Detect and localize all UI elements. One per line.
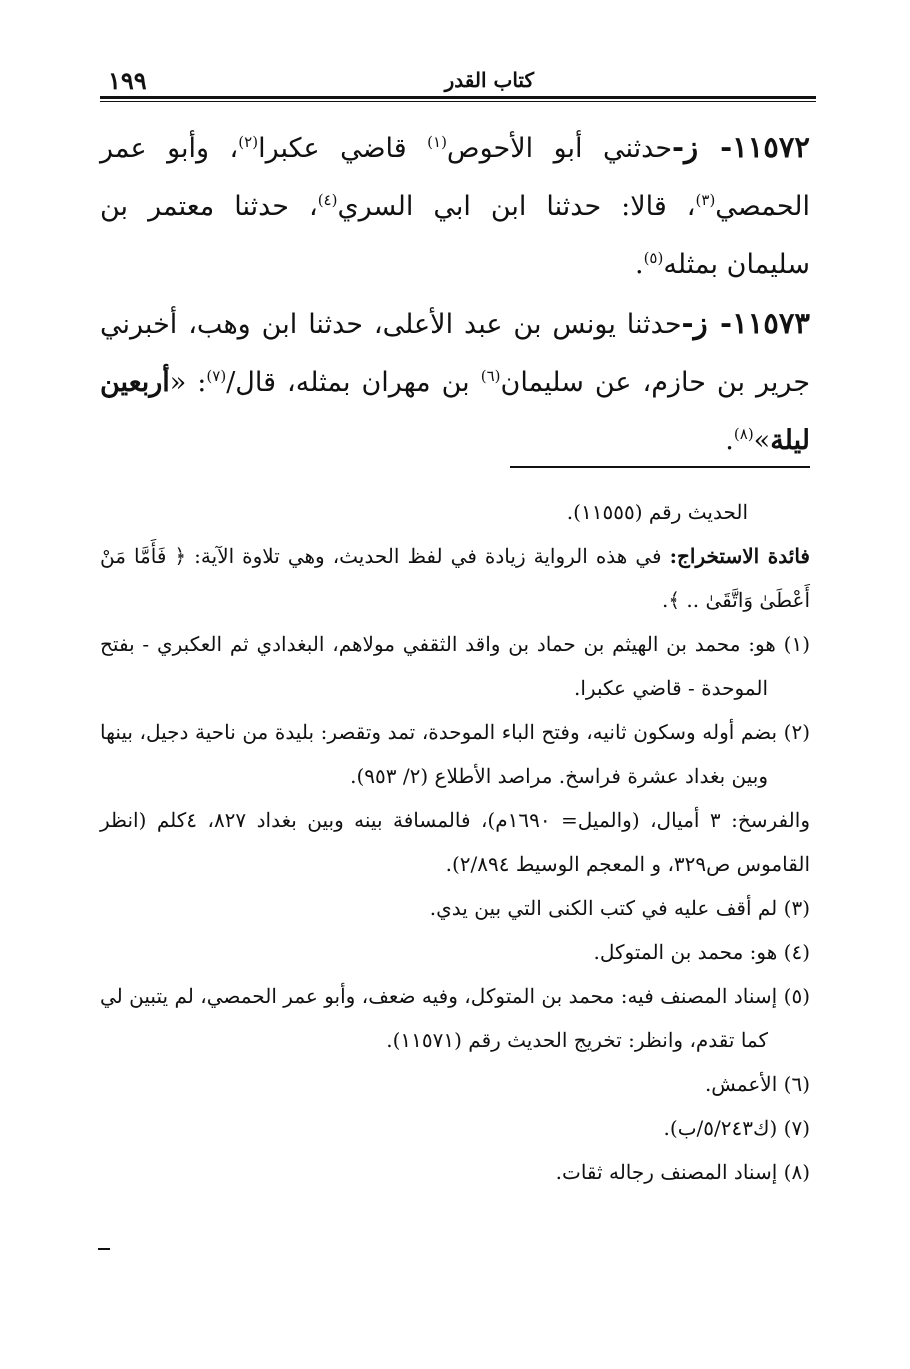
- running-header: [100, 64, 816, 98]
- hadith-prefix: - ز-: [681, 306, 733, 340]
- hadith-prefix: - ز-: [672, 130, 733, 164]
- hadith-text: .: [725, 425, 734, 456]
- footnotes: [100, 490, 810, 1194]
- book-title: كتاب القدر: [444, 68, 534, 92]
- header-rule: [100, 96, 816, 99]
- hadith-number: ١١٥٧٣: [732, 306, 810, 340]
- header-rule-thin: [100, 101, 816, 102]
- footnote-ref[interactable]: (٥): [643, 249, 664, 267]
- footnote-6: (٦) الأعمش.: [704, 1072, 810, 1096]
- hadith-text: »: [753, 425, 771, 456]
- hadith-text: بن مهران بمثله، قال/: [226, 367, 481, 398]
- footnote-2-continued: والفرسخ: ٣ أميال، (والميل= ١٦٩٠م)، فالمسافة بينه وبين بغداد ٨٢٧، ٤كلم (انظر القاموس ص٣٢٩، و المعجم الوسيط ٢/٨٩٤).: [100, 808, 810, 876]
- footnote-2: (٢) بضم أوله وسكون ثانيه، وفتح الباء الموحدة، تمد وتقصر: بليدة من ناحية دجيل، بينها وبين بغداد عشرة فراسخ. مراصد الأطلاع (٢/ ٩٥٣).: [100, 720, 810, 788]
- hadith-11572: [100, 118, 810, 294]
- hadith-text: قاضي عكبرا: [258, 133, 428, 164]
- hadith-text: ، وأبو عمر الحمصي: [100, 133, 810, 222]
- footnote-8: (٨) إسناد المصنف رجاله ثقات.: [555, 1160, 810, 1184]
- main-text: [100, 118, 810, 470]
- footnote-5: (٥) إسناد المصنف فيه: محمد بن المتوكل، وفيه ضعف، وأبو عمر الحمصي، لم يتبين لي كما تقدم، وانظر: تخريج الحديث رقم (١١٥٧١).: [100, 984, 810, 1052]
- footnote-1: (١) هو: محمد بن الهيثم بن حماد بن واقد الثقفي مولاهم، البغدادي ثم العكبري - بفتح الموحدة - قاضي عكبرا.: [100, 632, 811, 700]
- footnote-ref[interactable]: (٨): [733, 425, 754, 443]
- footnote-ref[interactable]: (٦): [480, 367, 501, 385]
- note-faida: [100, 534, 810, 622]
- hadith-text: ، قالا: حدثنا ابن ابي السري: [337, 191, 696, 222]
- footnote-4: (٤) هو: محمد بن المتوكل.: [593, 940, 810, 964]
- hadith-text: .: [634, 249, 644, 280]
- footnote-7: (٧) (ك٥/٢٤٣/ب).: [663, 1116, 810, 1140]
- quoted-phrase: أربعين ليلة: [100, 367, 810, 456]
- footnote-3: (٣) لم أقف عليه في كتب الكنى التي بين يدي.: [429, 896, 810, 920]
- hadith-text: حدثني أبو الأحوص: [446, 133, 673, 164]
- page-number: ١٩٩: [108, 66, 147, 95]
- footnote-ref[interactable]: (٤): [317, 191, 338, 209]
- footnote-separator: [510, 466, 810, 468]
- faida-text: في هذه الرواية زيادة في لفظ الحديث، وهي تلاوة الآية: ﴿ فَأَمَّا مَنْ أَعْطَىٰ وَاتَّقَىٰ .. ﴾.: [100, 544, 810, 612]
- hadith-text: : «: [169, 367, 207, 398]
- hadith-11573: [100, 294, 810, 470]
- hadith-text: ، حدثنا معتمر بن سليمان بمثله: [100, 191, 810, 280]
- footnote-ref[interactable]: (٧): [206, 367, 227, 385]
- hadith-text: حدثنا يونس بن عبد الأعلى، حدثنا ابن وهب، أخبرني جرير بن حازم، عن سليمان: [100, 309, 811, 398]
- footnote-ref[interactable]: (١): [427, 133, 447, 151]
- footnote-ref[interactable]: (٣): [695, 191, 716, 209]
- note-intro: الحديث رقم (١١٥٥٥).: [566, 500, 748, 524]
- footnote-ref[interactable]: (٢): [238, 133, 259, 151]
- page-end-mark: [98, 1248, 110, 1250]
- faida-label: فائدة الاستخراج:: [669, 544, 810, 568]
- hadith-number: ١١٥٧٢: [732, 130, 810, 164]
